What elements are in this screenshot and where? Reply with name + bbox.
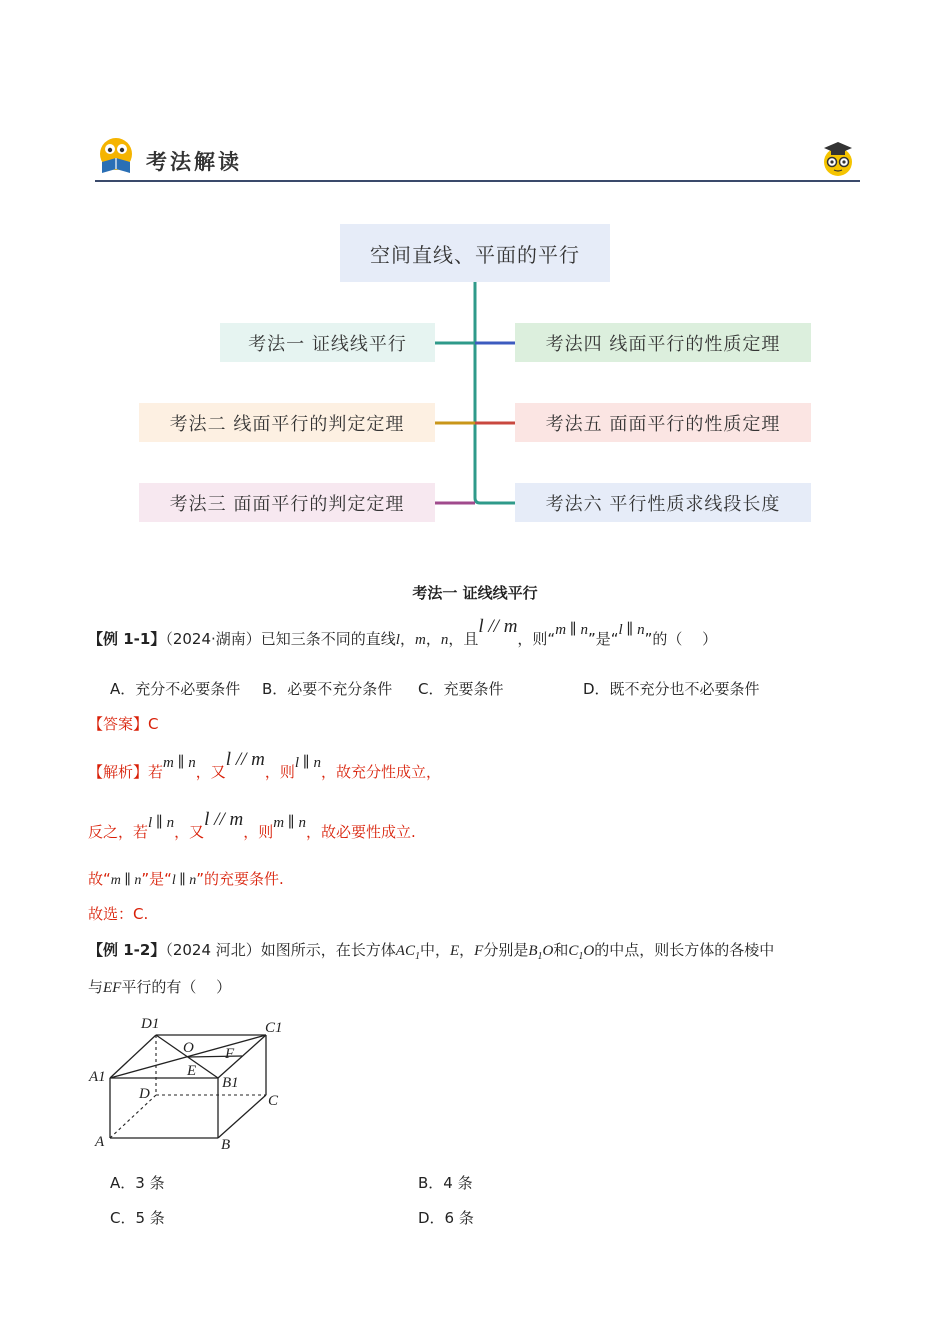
sol1-ln: l ∥ n [294,755,321,771]
var-l: l [395,632,400,648]
ex11-comma-1: ， [399,630,415,648]
ex11-q2: ，且 [448,630,479,648]
mindmap-branch-5: 考法五 面面平行的性质定理 [515,403,811,442]
sol2-mn: m ∥ n [273,815,306,831]
var-b1o-sub: 1 [537,951,543,962]
sol3-b: ”是“ [141,870,172,888]
ex12-question-line-2 [88,976,231,997]
sol3-ln: l ∥ n [171,873,197,888]
ex12-question-line-1 [88,939,774,962]
ex11-source: （2024·湖南） [165,630,261,648]
sol3-a: 故“ [88,870,111,888]
sol2-b: ，又 [174,823,205,841]
ex12-option-b: B．4 条 [418,1174,473,1192]
sol1-a: 【解析】若 [88,763,164,781]
ex11-solution-line-2 [88,809,416,843]
sol1-d: ，故充分性成立， [320,763,441,781]
ex12-q5a: 与 [88,978,104,996]
label-b1: B1 [222,1075,239,1091]
ex12-q1: 如图所示，在长方体 [260,941,396,959]
ex11-tag: 【例 1-1】 [88,630,166,648]
var-n: n [440,632,449,648]
ex12-tag: 【例 1-2】 [88,941,166,959]
label-a: A [95,1134,105,1150]
label-o: O [183,1040,194,1056]
var-b1o-b: B [528,943,538,959]
var-ac1: AC [395,943,415,959]
ex11-answer: 【答案】C [88,715,159,733]
sol2-a: 反之，若 [88,823,149,841]
ex11-option-c: C．充要条件 [418,680,504,698]
ex11-solution-line-4: 故选：C. [88,905,149,923]
ex12-source: （2024 河北） [165,941,261,959]
ex12-q4: 的中点，则长方体的各棱中 [594,941,775,959]
cuboid-figure [85,1008,295,1158]
ex11-comma-2: ， [425,630,441,648]
sol1-lm: l // m [225,749,265,770]
ex12-q5b: 平行的有（ ） [121,978,232,996]
ex11-option-d: D．既不充分也不必要条件 [583,680,760,698]
ex11-solution-line-3 [88,868,284,889]
ex12-option-d: D．6 条 [418,1209,474,1227]
label-c1: C1 [265,1020,283,1036]
var-b1o-o: O [542,943,554,959]
ex11-q4: ”是“ [587,630,619,648]
ex11-option-a: A．充分不必要条件 [110,680,241,698]
mindmap-root: 空间直线、平面的平行 [340,224,610,282]
cond-m-parallel-n: m ∥ n [555,622,588,638]
cond-l-parallel-m: l // m [478,616,518,637]
var-f: F [474,943,484,959]
sol3-mn: m ∥ n [110,873,142,888]
sol1-c: ，则 [264,763,295,781]
mindmap-branch-3: 考法三 面面平行的判定定理 [139,483,435,522]
mindmap-branch-1: 考法一 证线线平行 [220,323,435,362]
label-a1: A1 [89,1069,106,1085]
sol2-d: ，故必要性成立. [305,823,416,841]
label-f: F [225,1046,235,1062]
ex11-option-b: B．必要不充分条件 [262,680,393,698]
section-title: 考法一 证线线平行 [412,584,538,602]
header-title: 考法解读 [146,150,242,174]
ex11-q3: ，则“ [517,630,556,648]
var-e: E [449,943,460,959]
label-d: D [139,1086,150,1102]
mindmap-branch-4: 考法四 线面平行的性质定理 [515,323,811,362]
var-c1o-sub: 1 [578,951,584,962]
sol3-c: ”的充要条件. [196,870,284,888]
mindmap-branch-6: 考法六 平行性质求线段长度 [515,483,811,522]
label-b: B [221,1137,231,1153]
ex11-q1: 已知三条不同的直线 [260,630,396,648]
label-e: E [187,1063,197,1079]
var-c1o-c: C [568,943,579,959]
label-c: C [268,1093,279,1109]
sol1-b: ，又 [195,763,226,781]
label-d1: D1 [141,1016,160,1032]
ex12-comma: ， [459,941,475,959]
ex11-solution-line-1 [88,749,441,783]
ex11-q5: ”的（ ） [644,630,718,648]
ex11-question [88,616,718,650]
sol2-ln: l ∥ n [148,815,175,831]
mindmap-branch-2: 考法二 线面平行的判定定理 [139,403,435,442]
var-m: m [414,632,426,648]
var-ac1-sub: 1 [414,951,420,962]
ex12-option-a: A．3 条 [110,1174,165,1192]
ex12-and: 和 [553,941,569,959]
ex12-q2: 中， [419,941,450,959]
var-ef: EF [103,980,122,996]
sol2-c: ，则 [243,823,274,841]
sol2-lm: l // m [204,809,244,830]
cond-l-parallel-n: l ∥ n [618,622,645,638]
var-c1o-o: O [583,943,595,959]
ex12-option-c: C．5 条 [110,1209,165,1227]
sol1-mn: m ∥ n [163,755,196,771]
ex12-q3: 分别是 [483,941,529,959]
